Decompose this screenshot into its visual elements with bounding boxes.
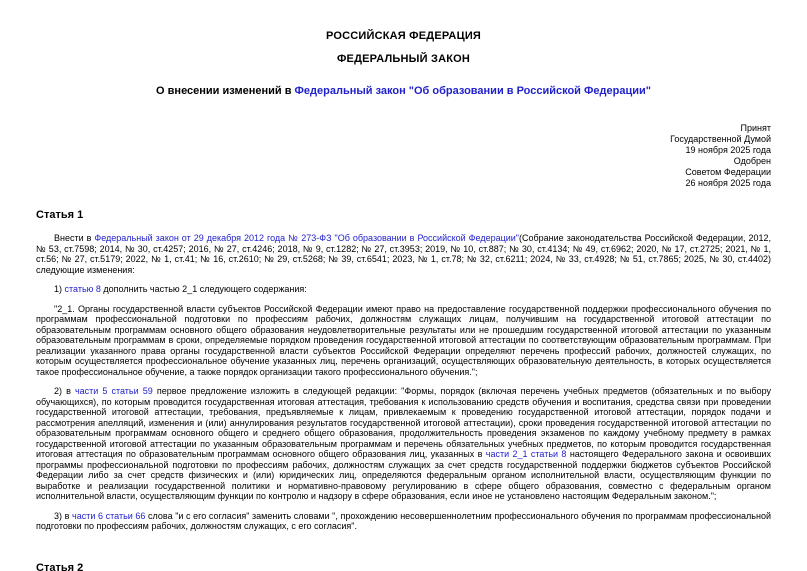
inline-law-link[interactable]: статью 8 (64, 284, 101, 294)
approved-by: Советом Федерации (685, 167, 771, 177)
document-type-heading: ФЕДЕРАЛЬНЫЙ ЗАКОН (336, 53, 471, 65)
inline-law-link[interactable]: части 5 статьи 59 (74, 386, 153, 396)
adoption-block (36, 123, 771, 189)
text-segment: 1) (54, 284, 65, 294)
text-segment: 3) в (54, 510, 73, 521)
text-segment: "2_1. Органы государственной власти субъектов Российской Федерации имеют право на предоставление государственной поддержки профессионального обучения по программам профессиональной подготовки по профессиям рабочих, должностям служащих лицам, получившим на государственной итоговой аттестации по образовательным программам основного общего образования неудовлетворительные результаты или не прошедшим государственной итоговой аттестации по указанным образовательным программам в сроки, определяемые порядком проведения государственной итоговой аттестации по соответствующим образовательным программам. При реализации указанного права органы государственной власти субъектов Российской Федерации определяют перечень профессий рабочих, должностей служащих, по которым осуществляется профессиональное обучение указанных лиц, перечень организаций, осуществляющих образовательную деятельность, в которых осуществляется такое профессиональное обучение, а также порядок организации такого профессионального обучения."; (36, 303, 771, 377)
text-segment: первое предложение изложить в следующей редакции: "Формы, порядок (включая перечень учебных предметов (обязательных и по выбору обучающихся), по которым проводится государственная итоговая аттестация, требования к использованию средств обучения и воспитания, средства связи при проведении государственной итоговой аттестации, требования, предъявляемые к лицам, привлекаемым к проведению государственной итоговой аттестации, порядок подачи и рассмотрения апелляций, изменения и (или) аннулирования результатов государственной итоговой аттестации), сроки проведения государственной итоговой аттестации по образовательным программам основного общего и среднего общего образования, продолжительность проведения экзаменов по каждому учебному предмету в рамках государственной итоговой аттестации по указанным образовательным программам и перечень обязательных учебных предметов, по которым проводится государственная итоговая аттестация по образовательным программам основного общего образования лиц, указанных в (36, 386, 772, 459)
amendment-item-1 (36, 284, 771, 295)
country-heading: РОССИЙСКАЯ ФЕДЕРАЦИЯ (325, 30, 482, 42)
inline-law-link[interactable]: части 2_1 статьи 8 (485, 449, 567, 459)
approved-date: 26 ноября 2025 года (685, 178, 771, 188)
adopted-label: Принят (740, 123, 771, 133)
article-1-intro-paragraph (36, 233, 771, 275)
document-header (36, 30, 771, 97)
amendment-item-2 (36, 386, 771, 502)
inline-law-link[interactable]: части 6 статьи 66 (72, 510, 146, 521)
text-segment: О внесении изменений в (156, 85, 295, 97)
inline-law-link[interactable]: Федеральный закон от 29 декабря 2012 года № 273-ФЗ "Об образовании в Российской Федерации" (94, 233, 519, 243)
text-segment: Внести в (54, 233, 95, 243)
text-segment: настоящего Федерального закона и освоивших программы профессиональной подготовки по профессиям рабочих, должностям служащих за счет средств государственной поддержки бюджетов субъектов Российской Федерации либо за счет средств физических и (или) юридических лиц, определяются федеральным органом исполнительной власти, осуществляющим функции по выработке и реализации государственной политики и нормативно-правовому регулированию в сфере общего образования, совместно с федеральным органом исполнительной власти, осуществляющим функции по контролю и надзору в сфере образования, если иное не установлено настоящим Федеральным законом."; (36, 449, 771, 501)
document-title (36, 85, 771, 97)
inline-law-link[interactable]: Федеральный закон "Об образовании в Российской Федерации" (294, 85, 651, 97)
amendment-item-3 (36, 511, 771, 532)
article-1-heading: Статья 1 (36, 209, 84, 221)
text-segment: дополнить частью 2_1 следующего содержания: (100, 284, 307, 294)
quoted-part-2-1-paragraph (36, 304, 771, 378)
text-segment: слова "и с его согласия" заменить словами ", прохождению несовершеннолетним профессионального обучения по программам профессиональной подготовки по профессиям рабочих, должностям служащих, с его согласия". (36, 510, 771, 531)
adopted-by: Государственной Думой (670, 134, 771, 144)
text-segment: 2) в (54, 386, 75, 396)
text-segment: (Собрание законодательства Российской Федерации, 2012, № 53, ст.7598; 2014, № 30, ст.4257; 2016, № 27, ст.4246; 2018, № 9, ст.1282; № 27, ст.3953; 2019, № 10, ст.887; № 30, ст.4134; № 49, ст.6962; 2020, № 17, ст.2725; 2021, № 1, ст.56; № 27, ст.5179; 2022, № 1, ст.41; № 16, ст.2610; № 29, ст.5268; № 39, ст.6541; 2023, № 1, ст.78; № 32, ст.6211; 2024, № 33, ст.4928; № 51, ст.7865; 2025, № 30, ст.4402) следующие изменения: (36, 233, 771, 275)
article-2-heading: Статья 2 (36, 561, 84, 571)
approved-label: Одобрен (733, 156, 771, 166)
adopted-date: 19 ноября 2025 года (685, 145, 771, 155)
